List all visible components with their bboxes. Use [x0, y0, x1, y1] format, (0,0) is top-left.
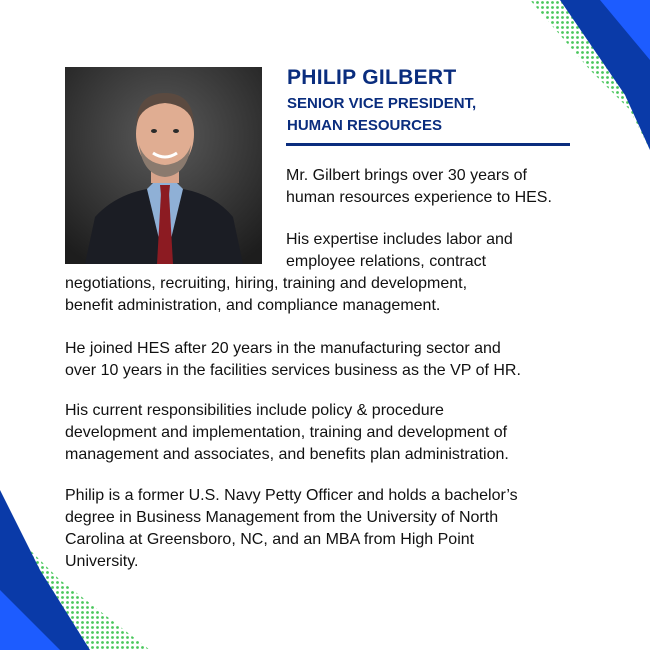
bio-text: over 10 years in the facilities services business as the VP of HR.: [65, 362, 521, 379]
bio-text: negotiations, recruiting, hiring, training and development,: [65, 275, 468, 292]
headshot-photo: [65, 67, 262, 264]
bio-text: Carolina at Greensboro, NC, and an MBA from High Point: [65, 531, 475, 548]
title-divider: [286, 143, 570, 146]
top-right-decoration: [480, 0, 650, 160]
bio-text: employee relations, contract: [286, 253, 487, 270]
bio-text: management and associates, and benefits plan administration.: [65, 446, 509, 463]
job-title-line-1: SENIOR VICE PRESIDENT,: [287, 95, 477, 112]
bio-text: His expertise includes labor and: [286, 231, 513, 248]
job-title-line-2: HUMAN RESOURCES: [287, 117, 443, 134]
bio-text: He joined HES after 20 years in the manufacturing sector and: [65, 340, 501, 357]
bio-text: development and implementation, training and development of: [65, 424, 508, 441]
bio-text: University.: [65, 553, 139, 570]
bio-text: Philip is a former U.S. Navy Petty Officer and holds a bachelor’s: [65, 487, 518, 504]
person-name: PHILIP GILBERT: [287, 66, 457, 89]
bio-text: degree in Business Management from the University of North: [65, 509, 499, 526]
bio-text: His current responsibilities include policy & procedure: [65, 402, 444, 419]
bio-text: human resources experience to HES.: [286, 189, 552, 206]
bio-text: Mr. Gilbert brings over 30 years of: [286, 167, 527, 184]
bio-text: benefit administration, and compliance management.: [65, 297, 441, 314]
